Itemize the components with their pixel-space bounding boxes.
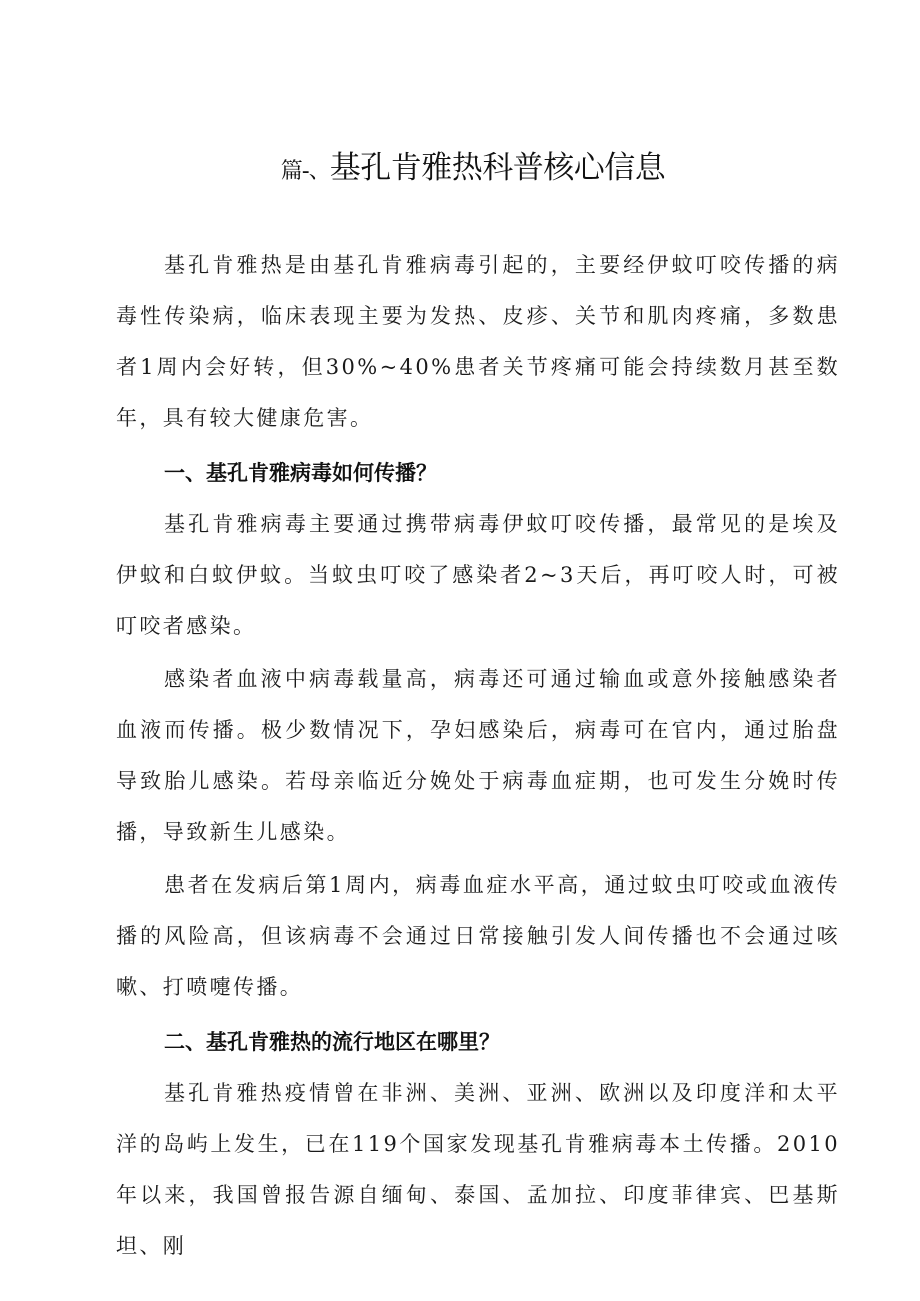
regions-paragraph-1: 基孔肯雅热疫情曾在非洲、美洲、亚洲、欧洲以及印度洋和太平洋的岛屿上发生，已在119个国家发现基孔肯雅病毒本土传播。2010年以来，我国曾报告源自缅甸、泰国、孟加拉、印度菲律宾、巴基斯坦、刚 <box>116 1081 840 1258</box>
transmission-paragraph-1: 基孔肯雅病毒主要通过携带病毒伊蚊叮咬传播，最常见的是埃及伊蚊和白蚊伊蚊。当蚊虫叮咬了感染者2~3天后，再叮咬人时，可被叮咬者感染。 <box>116 512 840 638</box>
intro-paragraph: 基孔肯雅热是由基孔肯雅病毒引起的，主要经伊蚊叮咬传播的病毒性传染病，临床表现主要为发热、皮疹、关节和肌肉疼痛，多数患者1周内会好转，但30%~40%患者关节疼痛可能会持续数月甚至数年，具有较大健康危害。 <box>116 253 840 430</box>
title-main: 基孔肯雅热科普核心信息 <box>329 150 666 186</box>
document-body <box>116 240 840 1274</box>
title-prefix: 篇-、 <box>280 159 330 184</box>
section-heading-regions: 二、基孔肯雅热的流行地区在哪里？ <box>164 1030 500 1054</box>
section-heading-transmission: 一、基孔肯雅病毒如何传播？ <box>164 461 437 485</box>
transmission-paragraph-3: 患者在发病后第1周内，病毒血症水平高，通过蚊虫叮咬或血液传播的风险高，但该病毒不会通过日常接触引发人间传播也不会通过咳嗽、打喷嚏传播。 <box>116 873 840 999</box>
page-title <box>0 146 920 194</box>
transmission-paragraph-2: 感染者血液中病毒载量高，病毒还可通过输血或意外接触感染者血液而传播。极少数情况下，孕妇感染后，病毒可在官内，通过胎盘导致胎儿感染。若母亲临近分娩处于病毒血症期，也可发生分娩时传播，导致新生儿感染。 <box>116 667 840 844</box>
